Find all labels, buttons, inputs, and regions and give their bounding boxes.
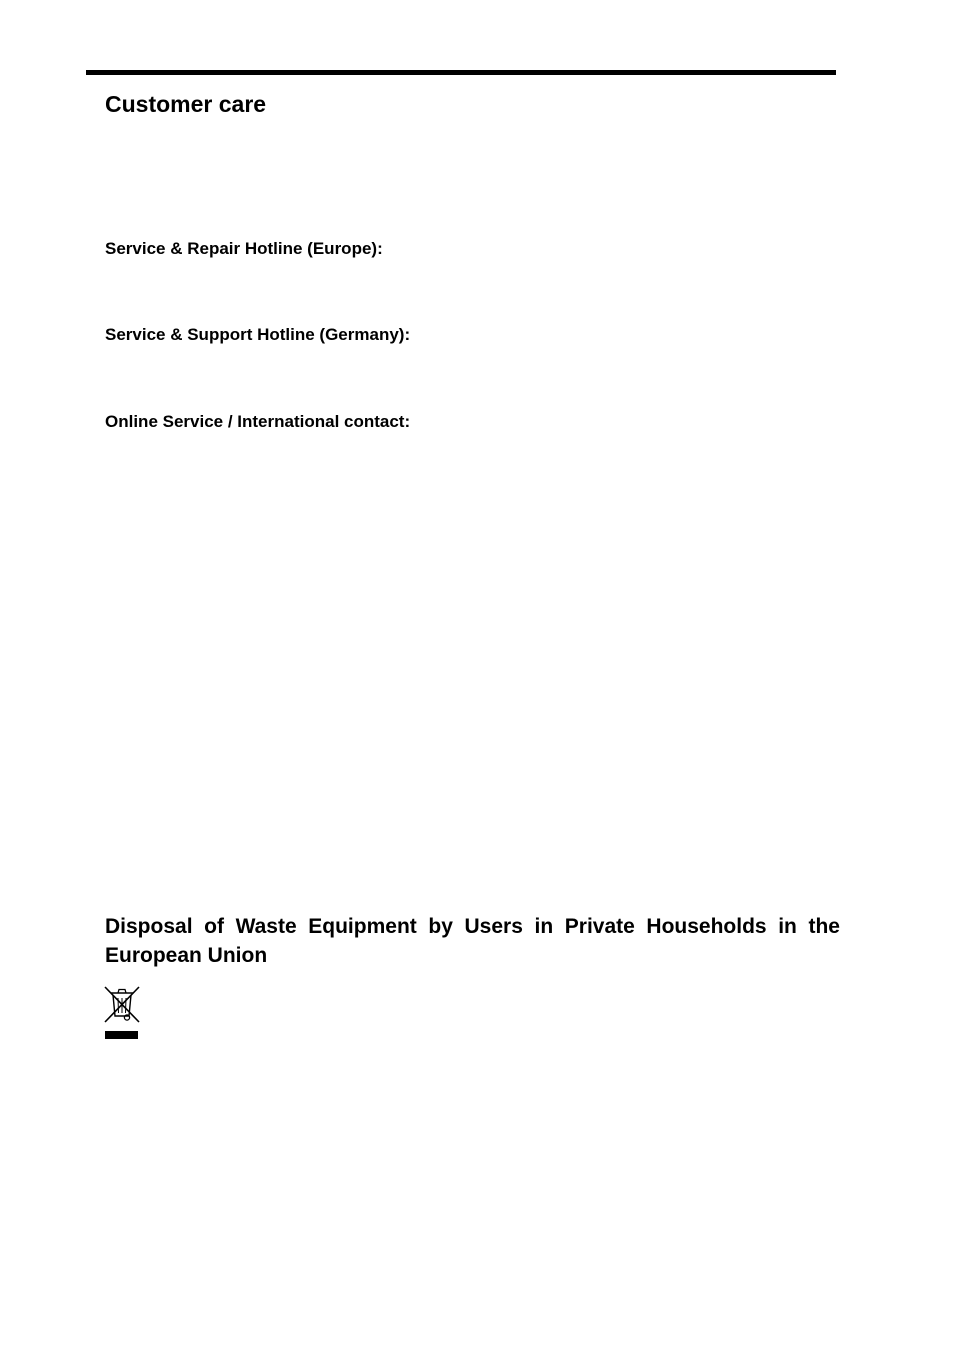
customer-care-heading: Customer care: [105, 91, 267, 117]
disposal-heading: Disposal of Waste Equipment by Users in Private Households in the European Union: [105, 915, 840, 967]
top-divider: [86, 70, 836, 75]
service-repair-hotline-label: Service & Repair Hotline (Europe):: [105, 239, 383, 258]
service-support-hotline-label: Service & Support Hotline (Germany):: [105, 325, 411, 344]
weee-crossed-out-bin-icon: [102, 984, 142, 1042]
online-service-label: Online Service / International contact:: [105, 412, 411, 431]
